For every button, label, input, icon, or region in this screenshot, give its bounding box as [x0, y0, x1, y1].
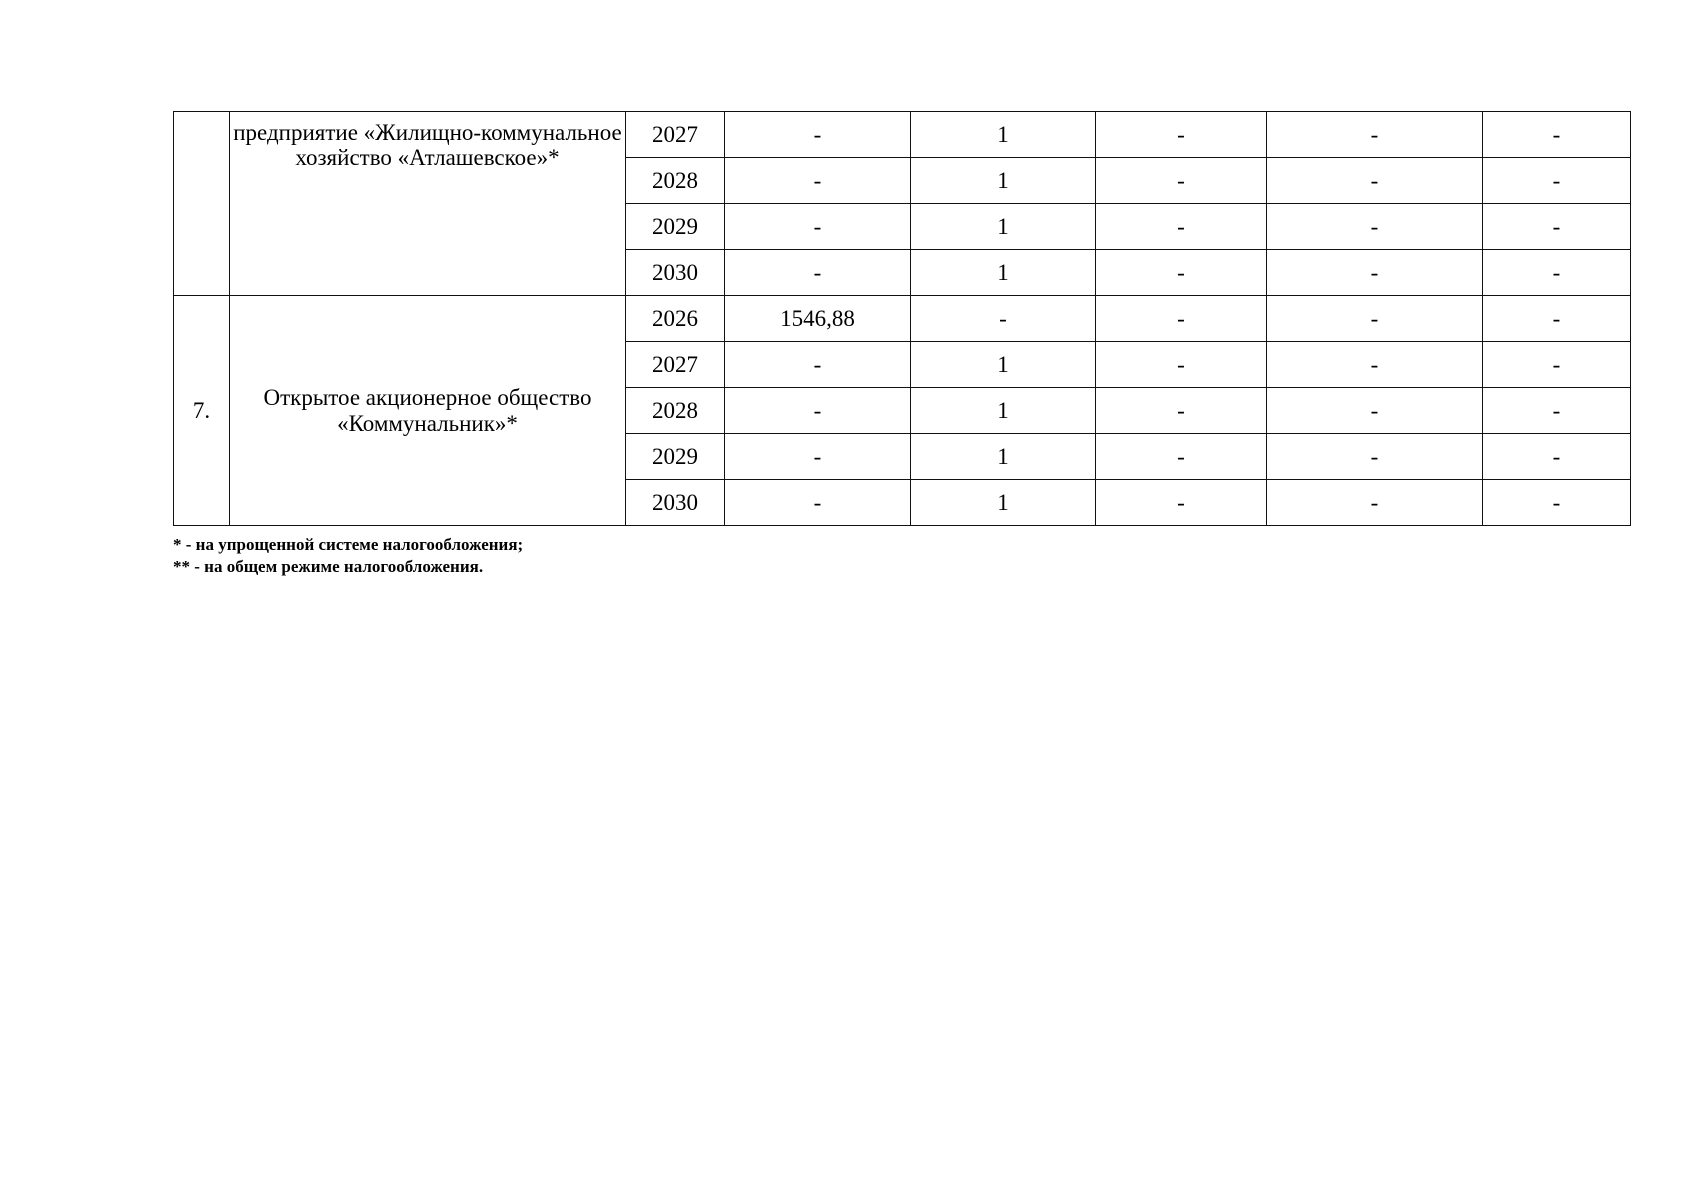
value-cell: - [1267, 250, 1483, 296]
year-cell: 2026 [626, 296, 725, 342]
table-row [174, 296, 1631, 342]
value-cell: 1 [911, 204, 1096, 250]
year-cell: 2028 [626, 388, 725, 434]
value-cell: - [1483, 158, 1631, 204]
value-cell: - [725, 112, 911, 158]
value-cell: - [1096, 434, 1267, 480]
value-cell: - [1267, 388, 1483, 434]
value-cell: - [1483, 112, 1631, 158]
value-cell: 1 [911, 250, 1096, 296]
value-cell: - [1096, 158, 1267, 204]
value-cell: - [725, 434, 911, 480]
value-cell: - [1096, 480, 1267, 526]
year-cell: 2027 [626, 112, 725, 158]
value-cell: - [1267, 434, 1483, 480]
value-cell: - [1096, 204, 1267, 250]
value-cell: - [725, 342, 911, 388]
value-cell: - [725, 158, 911, 204]
value-cell: - [911, 296, 1096, 342]
value-cell: - [1483, 434, 1631, 480]
value-cell: - [1267, 158, 1483, 204]
value-cell: - [1096, 112, 1267, 158]
value-cell: 1 [911, 388, 1096, 434]
value-cell: - [725, 388, 911, 434]
value-cell: - [725, 204, 911, 250]
table-body [174, 112, 1631, 526]
organization-name-cell: Открытое акционерное общество «Коммунальник»* [230, 296, 626, 526]
value-cell: 1 [911, 434, 1096, 480]
value-cell: - [1483, 250, 1631, 296]
data-table [173, 111, 1631, 526]
value-cell: - [1096, 388, 1267, 434]
year-cell: 2028 [626, 158, 725, 204]
organization-name-cell: предприятие «Жилищно-коммунальное хозяйство «Атлашевское»* [230, 112, 626, 296]
value-cell: - [1096, 296, 1267, 342]
value-cell: - [1483, 388, 1631, 434]
value-cell: - [1483, 296, 1631, 342]
value-cell: - [725, 250, 911, 296]
value-cell: 1 [911, 158, 1096, 204]
year-cell: 2030 [626, 480, 725, 526]
value-cell: - [725, 480, 911, 526]
year-cell: 2029 [626, 204, 725, 250]
value-cell: 1 [911, 112, 1096, 158]
row-number-cell [174, 112, 230, 296]
year-cell: 2030 [626, 250, 725, 296]
year-cell: 2027 [626, 342, 725, 388]
value-cell: - [1267, 204, 1483, 250]
year-cell: 2029 [626, 434, 725, 480]
value-cell: - [1483, 204, 1631, 250]
footnote: ** - на общем режиме налогообложения. [173, 557, 484, 576]
value-cell: - [1096, 250, 1267, 296]
footnotes [173, 534, 523, 578]
value-cell: - [1096, 342, 1267, 388]
value-cell: - [1267, 480, 1483, 526]
value-cell: 1 [911, 342, 1096, 388]
value-cell: - [1267, 296, 1483, 342]
value-cell: - [1267, 342, 1483, 388]
value-cell: - [1483, 342, 1631, 388]
value-cell: - [1483, 480, 1631, 526]
value-cell: 1546,88 [725, 296, 911, 342]
footnote: * - на упрощенной системе налогообложения; [173, 535, 524, 554]
row-number-cell: 7. [174, 296, 230, 526]
value-cell: 1 [911, 480, 1096, 526]
value-cell: - [1267, 112, 1483, 158]
table-row [174, 112, 1631, 158]
